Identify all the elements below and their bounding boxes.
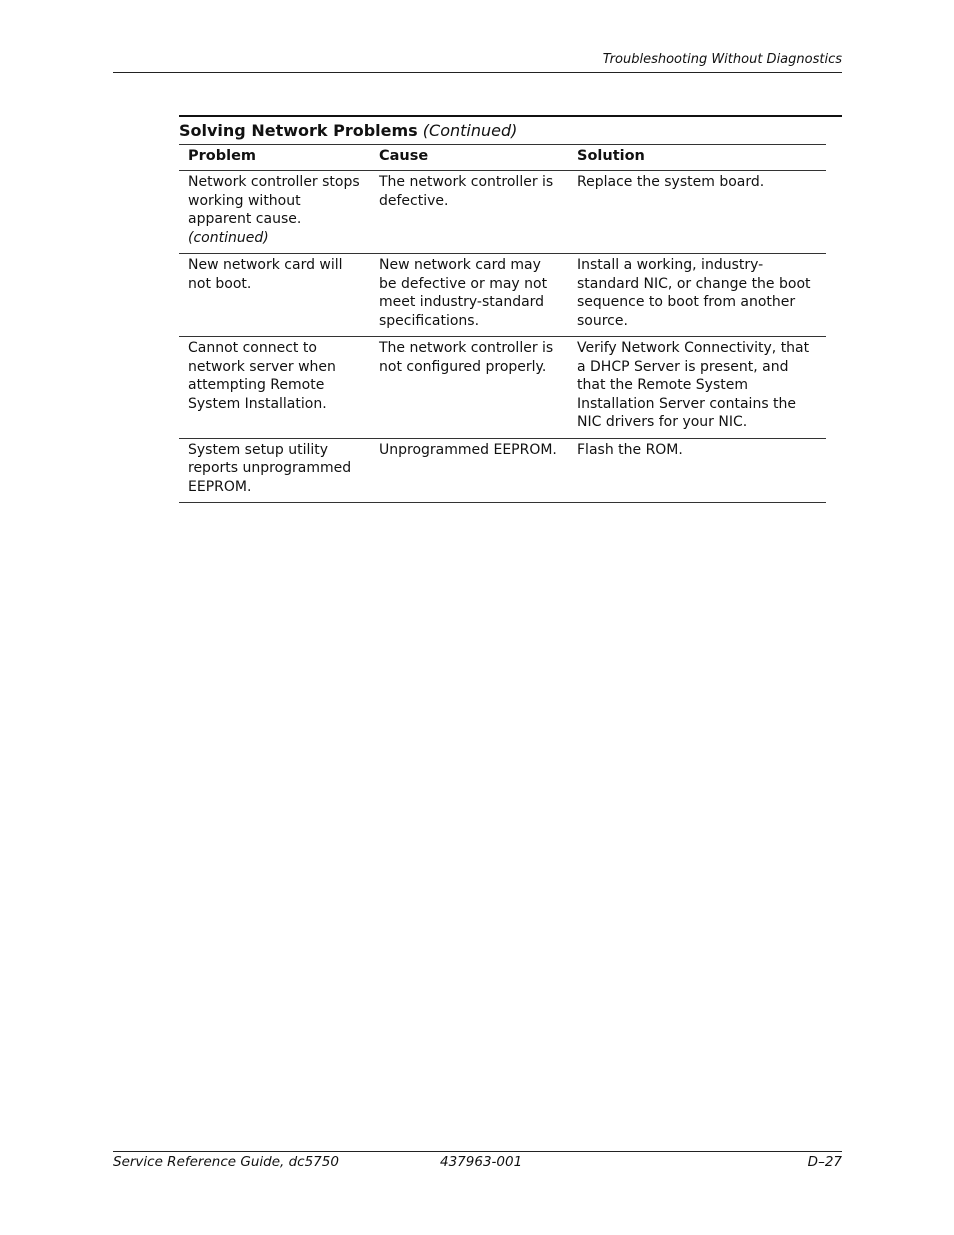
column-header-cause: Cause — [370, 145, 568, 171]
problem-text: Network controller stops working without apparent cause. — [188, 174, 360, 227]
cause-cell: The network controller is not configured properly. — [370, 337, 568, 439]
header-rule — [113, 72, 842, 73]
running-header: Troubleshooting Without Diagnostics — [602, 52, 842, 67]
problem-cell: New network card will not boot. — [179, 254, 370, 337]
solution-cell: Verify Network Connectivity, that a DHCP Server is present, and that the Remote System Installation Server contains the NIC drivers for your NIC. — [568, 337, 826, 439]
table-header-row — [179, 145, 826, 171]
table-row — [179, 438, 826, 503]
footer-page-number: D–27 — [807, 1154, 842, 1170]
solution-cell: Install a working, industry-standard NIC, or change the boot sequence to boot from another source. — [568, 254, 826, 337]
column-header-solution: Solution — [568, 145, 826, 171]
solution-cell: Replace the system board. — [568, 171, 826, 254]
problem-cell: System setup utility reports unprogrammed EEPROM. — [179, 438, 370, 503]
cause-cell: New network card may be defective or may not meet industry-standard specifications. — [370, 254, 568, 337]
table-title-note: (Continued) — [422, 121, 518, 140]
table-title-text: Solving Network Problems — [179, 121, 418, 140]
problem-cell — [179, 171, 370, 254]
footer-part-number: 437963-001 — [440, 1154, 523, 1170]
solution-cell: Flash the ROM. — [568, 438, 826, 503]
table-row — [179, 337, 826, 439]
footer-guide-title: Service Reference Guide, dc5750 — [113, 1154, 339, 1170]
network-problems-table-block — [179, 115, 842, 503]
cause-cell: Unprogrammed EEPROM. — [370, 438, 568, 503]
table-title — [179, 117, 842, 144]
network-problems-table — [179, 144, 826, 503]
footer-rule — [113, 1151, 842, 1152]
cause-cell: The network controller is defective. — [370, 171, 568, 254]
column-header-problem: Problem — [179, 145, 370, 171]
table-row — [179, 254, 826, 337]
table-row — [179, 171, 826, 254]
problem-note: (continued) — [188, 229, 269, 246]
problem-cell: Cannot connect to network server when attempting Remote System Installation. — [179, 337, 370, 439]
